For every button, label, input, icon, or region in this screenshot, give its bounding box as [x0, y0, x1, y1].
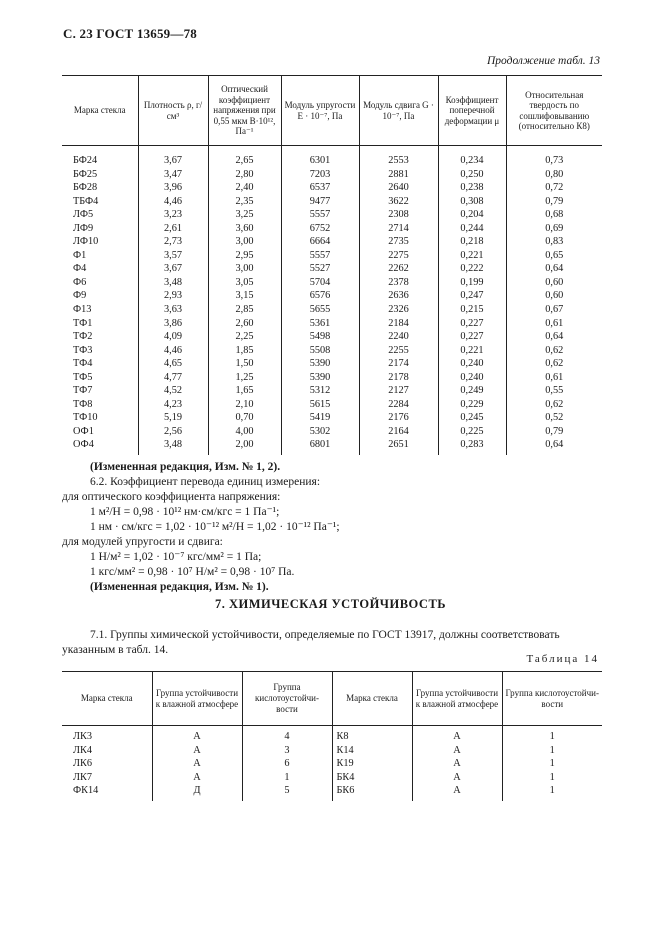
table-cell: А — [152, 757, 242, 771]
table-cell: ЛФ9 — [73, 222, 94, 234]
table-row — [62, 195, 602, 209]
table-cell: 2,61 — [138, 222, 208, 236]
table-row — [62, 771, 602, 785]
table-row — [62, 411, 602, 425]
table-cell: 0,79 — [506, 425, 602, 439]
table-cell: 5419 — [281, 411, 359, 425]
table-row — [62, 744, 602, 758]
table-cell: 4,65 — [138, 357, 208, 371]
table-cell: 2240 — [359, 330, 438, 344]
table-cell: БК4 — [332, 771, 412, 785]
table-cell: 3,67 — [138, 262, 208, 276]
table-cell: 0,199 — [438, 276, 506, 290]
paragraph-6-2: 6.2. Коэффициент перевода единиц измерения: — [90, 476, 321, 488]
table-row — [62, 146, 602, 168]
table-cell: 5557 — [281, 208, 359, 222]
table-cell: ТФ7 — [73, 385, 93, 397]
col-header-glass-grade: Марка стекла — [62, 76, 138, 146]
conversion-formula-1: 1 м²/Н = 0,98 · 10¹² нм·см/кгс = 1 Па⁻¹; — [90, 506, 280, 518]
table-cell: 0,225 — [438, 425, 506, 439]
table-cell: 6537 — [281, 181, 359, 195]
conversion-formula-4: 1 кгс/мм² = 0,98 · 10⁷ Н/м² = 0,98 · 10⁷ Па. — [90, 566, 295, 578]
table-row — [62, 398, 602, 412]
table-cell: 1 — [242, 771, 332, 785]
table-cell: 0,61 — [506, 371, 602, 385]
paragraph-7-1-line-1: 7.1. Группы химической устойчивости, определяемые по ГОСТ 13917, должны соответствовать — [90, 629, 560, 641]
table-cell: 0,61 — [506, 317, 602, 331]
table-cell: 6752 — [281, 222, 359, 236]
table-cell: 1,50 — [208, 357, 281, 371]
col-header-relative-hardness: Относительная твердость по сошлифовыванию (относительно К8) — [506, 76, 602, 146]
table-cell: 0,64 — [506, 262, 602, 276]
table-cell: А — [152, 744, 242, 758]
table-cell: А — [152, 726, 242, 744]
table-cell: 2178 — [359, 371, 438, 385]
table-cell: 0,308 — [438, 195, 506, 209]
table-cell: 0,234 — [438, 146, 506, 168]
table-cell: 0,68 — [506, 208, 602, 222]
table-cell: ЛК4 — [73, 744, 92, 756]
table-row — [62, 168, 602, 182]
table-cell: Ф1 — [73, 249, 87, 261]
table-cell: 2,95 — [208, 249, 281, 263]
table-cell: 2735 — [359, 235, 438, 249]
table-cell: 2308 — [359, 208, 438, 222]
table-13 — [62, 75, 602, 455]
table-cell: 4,46 — [138, 344, 208, 358]
table-cell: ЛФ10 — [73, 236, 99, 248]
col-header-elastic-modulus: Модуль упругости E · 10⁻⁷, Па — [281, 76, 359, 146]
table-cell: 5312 — [281, 384, 359, 398]
table-cell: 9477 — [281, 195, 359, 209]
table-cell: 5361 — [281, 317, 359, 331]
table-cell: 5,19 — [138, 411, 208, 425]
paragraph-7-1-line-2: указанным в табл. 14. — [62, 644, 169, 656]
table-cell: ОФ4 — [73, 439, 94, 451]
table-cell: 1 — [502, 744, 602, 758]
table-cell: А — [412, 784, 502, 801]
col-header-acid-group-2: Группа кислотоустойчи-вости — [502, 672, 602, 726]
table-cell: БФ24 — [73, 155, 98, 166]
table-cell: ТФ4 — [73, 358, 93, 370]
table-cell: Ф6 — [73, 276, 87, 288]
table-row — [62, 222, 602, 236]
table-cell: 3,60 — [208, 222, 281, 236]
table-row — [62, 289, 602, 303]
table-cell: 1 — [502, 784, 602, 801]
table-cell: 1 — [502, 771, 602, 785]
table-cell: 0,229 — [438, 398, 506, 412]
table-cell: 0,283 — [438, 438, 506, 455]
table-cell: 2640 — [359, 181, 438, 195]
table-cell: Д — [152, 784, 242, 801]
table-cell: 2,35 — [208, 195, 281, 209]
table-14 — [62, 671, 602, 801]
table-cell: 3,67 — [138, 146, 208, 168]
table-cell: 2,25 — [208, 330, 281, 344]
table-cell: 6301 — [281, 146, 359, 168]
table-cell: 1,25 — [208, 371, 281, 385]
table-cell: 0,79 — [506, 195, 602, 209]
table-cell: 1,65 — [208, 384, 281, 398]
table-cell: 3,00 — [208, 262, 281, 276]
col-header-glass-grade: Марка стекла — [62, 672, 152, 726]
table-cell: 1,85 — [208, 344, 281, 358]
table-cell: 2174 — [359, 357, 438, 371]
table-cell: 6576 — [281, 289, 359, 303]
table-cell: 0,62 — [506, 357, 602, 371]
table-cell: 6664 — [281, 235, 359, 249]
table-cell: 0,245 — [438, 411, 506, 425]
table-cell: 6 — [242, 757, 332, 771]
table-cell: 0,240 — [438, 371, 506, 385]
table-cell: 2127 — [359, 384, 438, 398]
edit-note-1: (Измененная редакция, Изм. № 1, 2). — [90, 461, 281, 473]
table-row — [62, 276, 602, 290]
table-cell: 3,23 — [138, 208, 208, 222]
table-cell: БК6 — [332, 784, 412, 801]
optical-coefficient-intro: для оптического коэффициента напряжения: — [62, 491, 281, 503]
table-cell: 0,227 — [438, 317, 506, 331]
table-cell: 3,05 — [208, 276, 281, 290]
table-cell: А — [412, 757, 502, 771]
table-cell: 0,60 — [506, 276, 602, 290]
table-13-body — [62, 146, 602, 456]
table-cell: 0,80 — [506, 168, 602, 182]
table-cell: А — [412, 744, 502, 758]
table-cell: 2651 — [359, 438, 438, 455]
table-cell: 2,85 — [208, 303, 281, 317]
table-cell: 0,64 — [506, 330, 602, 344]
table-cell: 5557 — [281, 249, 359, 263]
table-cell: Ф9 — [73, 290, 87, 302]
col-header-acid-group: Группа кислотоустойчи-вости — [242, 672, 332, 726]
table-row — [62, 303, 602, 317]
table-cell: 0,221 — [438, 344, 506, 358]
table-continuation-label: Продолжение табл. 13 — [487, 55, 600, 67]
table-cell: 0,52 — [506, 411, 602, 425]
table-cell: ТФ10 — [73, 412, 98, 424]
table-cell: ТБФ4 — [73, 195, 99, 207]
table-cell: 2284 — [359, 398, 438, 412]
table-cell: 5704 — [281, 276, 359, 290]
table-cell: 2,73 — [138, 235, 208, 249]
table-cell: 2378 — [359, 276, 438, 290]
col-header-humidity-group: Группа устойчивости к влажной атмосфере — [152, 672, 242, 726]
table-13-header-row — [62, 76, 602, 146]
table-cell: 3,63 — [138, 303, 208, 317]
table-cell: 3,57 — [138, 249, 208, 263]
table-cell: 3 — [242, 744, 332, 758]
col-header-shear-modulus: Модуль сдвига G · 10⁻⁷, Па — [359, 76, 438, 146]
table-cell: 0,73 — [506, 146, 602, 168]
table-row — [62, 249, 602, 263]
table-cell: К8 — [332, 726, 412, 744]
table-cell: БФ28 — [73, 182, 98, 194]
table-row — [62, 438, 602, 455]
table-cell: 0,215 — [438, 303, 506, 317]
table-cell: 4,52 — [138, 384, 208, 398]
table-cell: 5498 — [281, 330, 359, 344]
table-cell: 5615 — [281, 398, 359, 412]
table-row — [62, 344, 602, 358]
table-cell: 2262 — [359, 262, 438, 276]
table-row — [62, 425, 602, 439]
table-cell: 2,60 — [208, 317, 281, 331]
table-cell: 2,80 — [208, 168, 281, 182]
table-cell: 0,55 — [506, 384, 602, 398]
table-cell: 3,00 — [208, 235, 281, 249]
table-cell: 4,46 — [138, 195, 208, 209]
table-cell: 3,25 — [208, 208, 281, 222]
table-cell: 4,00 — [208, 425, 281, 439]
table-row — [62, 208, 602, 222]
table-cell: 3,86 — [138, 317, 208, 331]
table-cell: 4,77 — [138, 371, 208, 385]
table-cell: 0,72 — [506, 181, 602, 195]
table-cell: 0,69 — [506, 222, 602, 236]
table-cell: ЛК3 — [73, 731, 92, 742]
table-cell: 0,238 — [438, 181, 506, 195]
table-cell: ЛК7 — [73, 771, 92, 783]
table-cell: 5 — [242, 784, 332, 801]
table-row — [62, 384, 602, 398]
table-cell: 2881 — [359, 168, 438, 182]
col-header-density: Плотность ρ, г/см³ — [138, 76, 208, 146]
table-cell: 2275 — [359, 249, 438, 263]
table-cell: 2553 — [359, 146, 438, 168]
table-cell: 3622 — [359, 195, 438, 209]
table-cell: 3,96 — [138, 181, 208, 195]
table-row — [62, 262, 602, 276]
table-cell: 1 — [502, 726, 602, 744]
table-cell: 0,83 — [506, 235, 602, 249]
table-cell: 2184 — [359, 317, 438, 331]
table-cell: 2255 — [359, 344, 438, 358]
page-header: С. 23 ГОСТ 13659—78 — [63, 26, 197, 41]
table-cell: 0,221 — [438, 249, 506, 263]
table-cell: 2,10 — [208, 398, 281, 412]
table-cell: 0,60 — [506, 289, 602, 303]
table-cell: 0,70 — [208, 411, 281, 425]
table-cell: 2,00 — [208, 438, 281, 455]
table-cell: 2,56 — [138, 425, 208, 439]
table-row — [62, 330, 602, 344]
table-cell: ТФ2 — [73, 331, 93, 343]
table-cell: 1 — [502, 757, 602, 771]
table-cell: 2164 — [359, 425, 438, 439]
section-7-title: 7. ХИМИЧЕСКАЯ УСТОЙЧИВОСТЬ — [214, 597, 447, 611]
col-header-poisson-ratio: Коэффициент поперечной деформации μ — [438, 76, 506, 146]
table-cell: А — [412, 771, 502, 785]
table-cell: БФ25 — [73, 168, 98, 180]
table-row — [62, 357, 602, 371]
table-cell: 0,244 — [438, 222, 506, 236]
conversion-formula-2: 1 нм · см/кгс = 1,02 · 10⁻¹² м²/Н = 1,02 · 10⁻¹² Па⁻¹; — [90, 521, 340, 533]
table-cell: 2176 — [359, 411, 438, 425]
table-cell: 0,204 — [438, 208, 506, 222]
table-cell: 3,47 — [138, 168, 208, 182]
table-cell: 0,227 — [438, 330, 506, 344]
table-cell: 3,15 — [208, 289, 281, 303]
table-cell: 2326 — [359, 303, 438, 317]
table-row — [62, 784, 602, 801]
conversion-formula-3: 1 Н/м² = 1,02 · 10⁻⁷ кгс/мм² = 1 Па; — [90, 551, 262, 563]
table-cell: 2714 — [359, 222, 438, 236]
table-row — [62, 181, 602, 195]
table-14-header-row — [62, 672, 602, 726]
table-cell: 4,09 — [138, 330, 208, 344]
table-cell: ФК14 — [73, 785, 99, 796]
table-row — [62, 371, 602, 385]
table-cell: 3,48 — [138, 276, 208, 290]
table-cell: 5655 — [281, 303, 359, 317]
table-cell: 5390 — [281, 371, 359, 385]
table-cell: 7203 — [281, 168, 359, 182]
table-cell: 0,249 — [438, 384, 506, 398]
table-cell: 3,48 — [138, 438, 208, 455]
table-cell: 2,65 — [208, 146, 281, 168]
table-cell: 5527 — [281, 262, 359, 276]
table-cell: 0,64 — [506, 438, 602, 455]
table-cell: 0,222 — [438, 262, 506, 276]
moduli-intro: для модулей упругости и сдвига: — [62, 536, 223, 548]
col-header-optical-coefficient: Оптический коэффициент напряжения при 0,55 мкм В·10¹², Па⁻¹ — [208, 76, 281, 146]
table-cell: 5508 — [281, 344, 359, 358]
edit-note-2: (Измененная редакция, Изм. № 1). — [90, 581, 269, 593]
table-cell: 0,65 — [506, 249, 602, 263]
table-cell: 0,247 — [438, 289, 506, 303]
table-cell: 0,62 — [506, 398, 602, 412]
table-cell: К14 — [332, 744, 412, 758]
table-cell: ТФ5 — [73, 371, 93, 383]
table-cell: ЛК6 — [73, 758, 92, 769]
table-row — [62, 757, 602, 771]
table-cell: 2636 — [359, 289, 438, 303]
table-cell: ТФ3 — [73, 344, 93, 356]
table-cell: 2,40 — [208, 181, 281, 195]
table-row — [62, 726, 602, 744]
table-14-body — [62, 726, 602, 801]
table-row — [62, 235, 602, 249]
col-header-glass-grade-2: Марка стекла — [332, 672, 412, 726]
table-cell: Ф4 — [73, 263, 87, 275]
table-cell: 0,240 — [438, 357, 506, 371]
table-cell: 0,218 — [438, 235, 506, 249]
table-cell: А — [152, 771, 242, 785]
table-cell: ОФ1 — [73, 425, 94, 437]
table-cell: 2,93 — [138, 289, 208, 303]
table-cell: 0,62 — [506, 344, 602, 358]
table-cell: Ф13 — [73, 304, 92, 316]
table-cell: ЛФ5 — [73, 209, 94, 221]
table-cell: 4,23 — [138, 398, 208, 412]
table-cell: К19 — [332, 757, 412, 771]
table-cell: 5390 — [281, 357, 359, 371]
table-cell: 6801 — [281, 438, 359, 455]
table-cell: 0,67 — [506, 303, 602, 317]
table-cell: ТФ8 — [73, 398, 93, 410]
table-row — [62, 317, 602, 331]
col-header-humidity-group-2: Группа устойчивости к влажной атмосфере — [412, 672, 502, 726]
table-14-caption: Таблица 14 — [526, 653, 599, 665]
table-cell: 5302 — [281, 425, 359, 439]
table-cell: ТФ1 — [73, 317, 93, 329]
table-cell: А — [412, 726, 502, 744]
table-cell: 4 — [242, 726, 332, 744]
table-cell: 0,250 — [438, 168, 506, 182]
